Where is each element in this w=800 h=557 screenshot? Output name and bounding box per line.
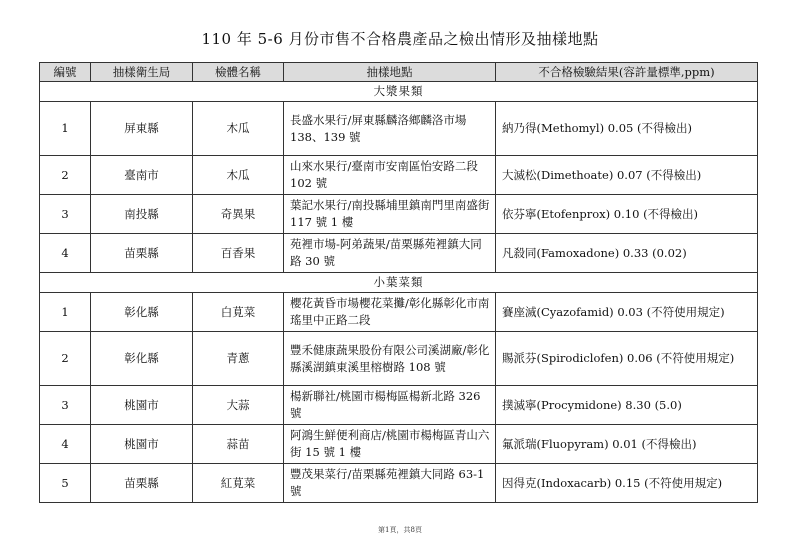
cell-sample: 紅莧菜 bbox=[193, 464, 284, 503]
cell-bureau: 苗栗縣 bbox=[91, 234, 193, 273]
header-row bbox=[40, 63, 758, 82]
cell-sample: 青蔥 bbox=[193, 332, 284, 386]
cell-bureau: 苗栗縣 bbox=[91, 464, 193, 503]
header-location: 抽樣地點 bbox=[284, 63, 496, 82]
cell-location: 山來水果行/臺南市安南區怡安路二段 102 號 bbox=[284, 156, 496, 195]
cell-bureau: 臺南市 bbox=[91, 156, 193, 195]
cell-location: 長盛水果行/屏東縣麟洛鄉麟洛市場 138、139 號 bbox=[284, 102, 496, 156]
header-number: 編號 bbox=[40, 63, 91, 82]
section-row bbox=[40, 82, 758, 102]
cell-location: 楊新聯社/桃園市楊梅區楊新北路 326 號 bbox=[284, 386, 496, 425]
cell-number: 2 bbox=[40, 156, 91, 195]
inspection-table bbox=[39, 62, 758, 503]
cell-location: 豐禾健康蔬果股份有限公司溪湖廠/彰化縣溪湖鎮東溪里榕樹路 108 號 bbox=[284, 332, 496, 386]
section-row bbox=[40, 273, 758, 293]
cell-result: 納乃得(Methomyl) 0.05 (不得檢出) bbox=[496, 102, 758, 156]
cell-sample: 大蒜 bbox=[193, 386, 284, 425]
cell-result: 賽座滅(Cyazofamid) 0.03 (不符使用規定) bbox=[496, 293, 758, 332]
cell-result: 氟派瑞(Fluopyram) 0.01 (不得檢出) bbox=[496, 425, 758, 464]
cell-result: 凡殺同(Famoxadone) 0.33 (0.02) bbox=[496, 234, 758, 273]
cell-result: 撲滅寧(Procymidone) 8.30 (5.0) bbox=[496, 386, 758, 425]
page-title: 110 年 5-6 月份市售不合格農產品之檢出情形及抽樣地點 bbox=[201, 30, 599, 48]
cell-sample: 奇異果 bbox=[193, 195, 284, 234]
cell-result: 因得克(Indoxacarb) 0.15 (不符使用規定) bbox=[496, 464, 758, 503]
table-row bbox=[40, 386, 758, 425]
header-sample: 檢體名稱 bbox=[193, 63, 284, 82]
header-bureau: 抽樣衛生局 bbox=[91, 63, 193, 82]
cell-sample: 蒜苗 bbox=[193, 425, 284, 464]
section-label: 大漿果類 bbox=[40, 82, 758, 102]
cell-number: 3 bbox=[40, 386, 91, 425]
cell-number: 4 bbox=[40, 425, 91, 464]
table-row bbox=[40, 102, 758, 156]
cell-number: 4 bbox=[40, 234, 91, 273]
table-row bbox=[40, 425, 758, 464]
cell-number: 1 bbox=[40, 293, 91, 332]
table-row bbox=[40, 156, 758, 195]
table-row bbox=[40, 195, 758, 234]
cell-location: 豐茂果菜行/苗栗縣苑裡鎮大同路 63-1 號 bbox=[284, 464, 496, 503]
cell-sample: 白莧菜 bbox=[193, 293, 284, 332]
cell-location: 阿鴻生鮮便利商店/桃園市楊梅區青山六街 15 號 1 樓 bbox=[284, 425, 496, 464]
page-footer: 第1頁，共8頁 bbox=[378, 526, 422, 534]
cell-bureau: 屏東縣 bbox=[91, 102, 193, 156]
cell-number: 3 bbox=[40, 195, 91, 234]
cell-result: 大滅松(Dimethoate) 0.07 (不得檢出) bbox=[496, 156, 758, 195]
table-row bbox=[40, 332, 758, 386]
cell-bureau: 南投縣 bbox=[91, 195, 193, 234]
cell-result: 賜派芬(Spirodiclofen) 0.06 (不符使用規定) bbox=[496, 332, 758, 386]
table-row bbox=[40, 293, 758, 332]
cell-bureau: 桃園市 bbox=[91, 425, 193, 464]
section-label: 小葉菜類 bbox=[40, 273, 758, 293]
cell-location: 櫻花黃昏市場櫻花菜攤/彰化縣彰化市南瑤里中正路二段 bbox=[284, 293, 496, 332]
cell-bureau: 桃園市 bbox=[91, 386, 193, 425]
cell-number: 5 bbox=[40, 464, 91, 503]
cell-result: 依芬寧(Etofenprox) 0.10 (不得檢出) bbox=[496, 195, 758, 234]
cell-sample: 木瓜 bbox=[193, 156, 284, 195]
cell-sample: 百香果 bbox=[193, 234, 284, 273]
cell-number: 2 bbox=[40, 332, 91, 386]
table-row bbox=[40, 464, 758, 503]
header-result: 不合格檢驗結果(容許量標準,ppm) bbox=[496, 63, 758, 82]
cell-bureau: 彰化縣 bbox=[91, 293, 193, 332]
table-row bbox=[40, 234, 758, 273]
cell-location: 苑裡市場-阿弟蔬果/苗栗縣苑裡鎮大同路 30 號 bbox=[284, 234, 496, 273]
cell-number: 1 bbox=[40, 102, 91, 156]
cell-location: 葉記水果行/南投縣埔里鎮南門里南盛街 117 號 1 樓 bbox=[284, 195, 496, 234]
cell-bureau: 彰化縣 bbox=[91, 332, 193, 386]
cell-sample: 木瓜 bbox=[193, 102, 284, 156]
